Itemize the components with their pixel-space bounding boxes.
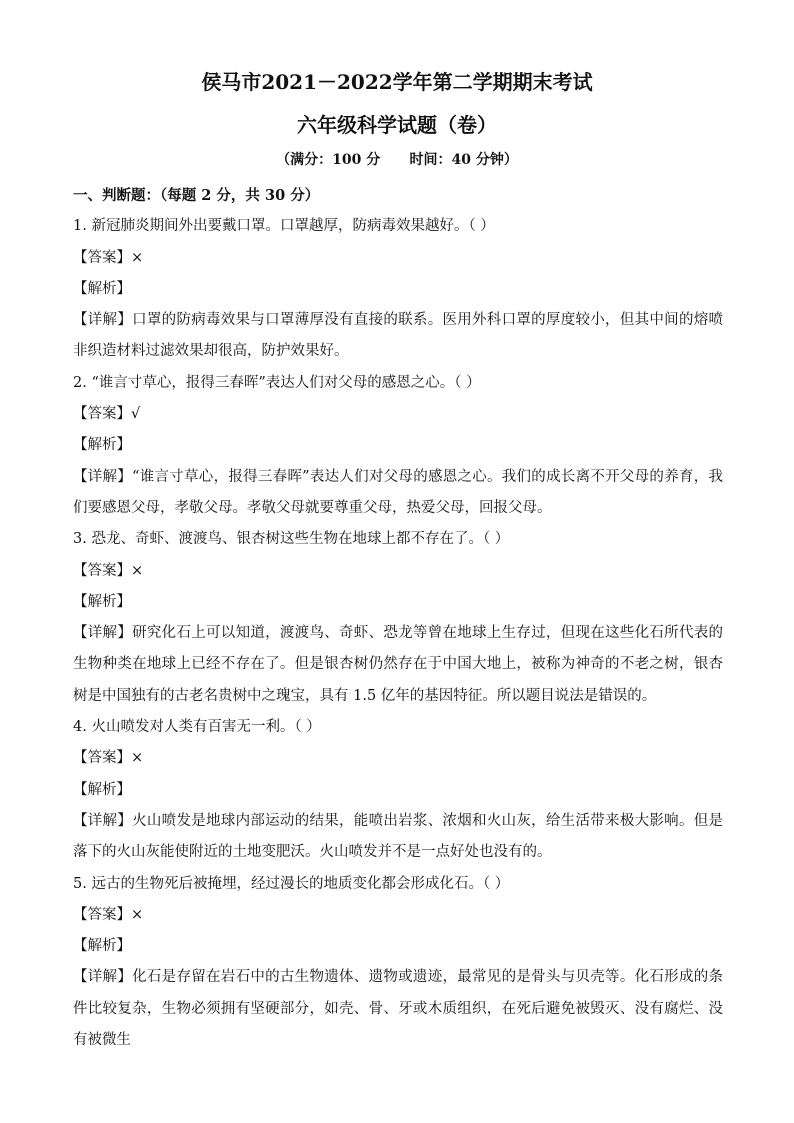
question-4-detail: 【详解】火山喷发是地球内部运动的结果，能喷出岩浆、浓烟和火山灰，给生活带来极大影响。但是落下的火山灰能使附近的土地变肥沃。火山喷发并不是一点好处也没有的。 [73,812,723,861]
question-2-analysis: 【解析】 [73,437,131,454]
question-3-stem: 3. 恐龙、奇虾、渡渡鸟、银杏树这些生物在地球上都不存在了。（ ） [73,531,510,548]
question-3-analysis: 【解析】 [73,593,131,610]
question-4-answer: 【答案】× [73,750,144,767]
question-5-stem: 5. 远古的生物死后被掩埋，经过漫长的地质变化都会形成化石。（ ） [73,875,510,892]
question-4-stem: 4. 火山喷发对人类有百害无一利。（ ） [73,719,321,736]
question-5-analysis: 【解析】 [73,938,131,955]
question-3-answer: 【答案】× [73,562,144,579]
section-heading: 一、判断题：（每题 2 分，共 30 分） [73,187,320,204]
question-1-detail: 【详解】口罩的防病毒效果与口罩薄厚没有直接的联系。医用外科口罩的厚度较小，但其中间的熔喷非织造材料过滤效果却很高，防护效果好。 [73,312,723,360]
question-5-detail: 【详解】化石是存留在岩石中的古生物遗体、遗物或遗迹，最常见的是骨头与贝壳等。化石形成的条件比较复杂，生物必须拥有坚硬部分，如壳、骨、牙或木质组织，在死后避免被毁灭、没有腐烂、没有被微生 [73,969,723,1049]
question-5-answer: 【答案】× [73,906,144,923]
question-1-answer: 【答案】× [73,249,144,266]
question-2-stem: 2. “谁言寸草心，报得三春晖”表达人们对父母的感恩之心。（ ） [73,374,481,391]
exam-title: 侯马市2021－2022学年第二学期期末考试 [201,70,593,94]
exam-subtitle: 六年级科学试题（卷） [297,113,497,137]
exam-meta: （满分：100 分 时间：40 分钟） [276,152,518,168]
exam-content [73,180,723,1056]
question-1-stem: 1. 新冠肺炎期间外出要戴口罩。口罩越厚，防病毒效果越好。（ ） [73,218,495,235]
question-3-detail: 【详解】研究化石上可以知道，渡渡鸟、奇虾、恐龙等曾在地球上生存过，但现在这些化石所代表的生物种类在地球上已经不存在了。但是银杏树仍然存在于中国大地上，被称为神奇的不老之树，银杏树是中国独有的古老名贵树中之瑰宝，具有 1.5 亿年的基因特征。所以题目说法是错误的。 [73,625,723,704]
question-2-answer: 【答案】√ [73,406,141,423]
question-2-detail: 【详解】“谁言寸草心，报得三春晖”表达人们对父母的感恩之心。我们的成长离不开父母的养育，我们要感恩父母，孝敬父母。孝敬父母就要尊重父母，热爱父母，回报父母。 [73,468,723,516]
question-1-analysis: 【解析】 [73,280,131,297]
question-4-analysis: 【解析】 [73,781,131,798]
